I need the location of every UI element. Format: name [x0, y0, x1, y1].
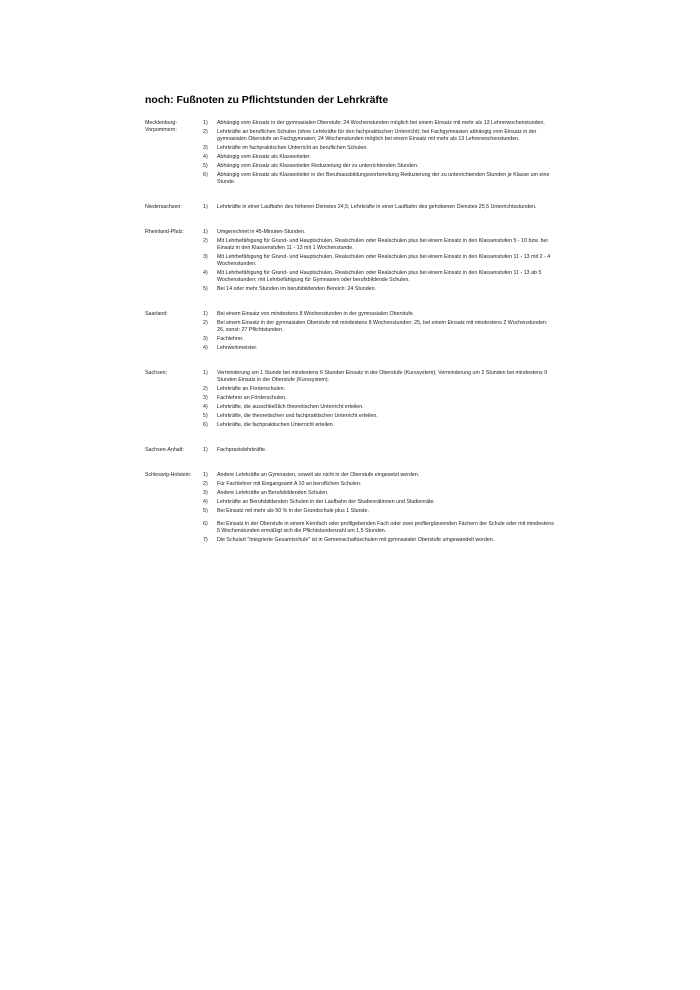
footnote-list [203, 447, 555, 456]
footnote-number: 5) [203, 508, 208, 514]
footnote [203, 413, 555, 420]
footnote [203, 345, 555, 352]
footnote-number: 6) [203, 521, 208, 527]
footnote-text: Lehrkräfte, die fachpraktischen Unterricht erteilen. [217, 422, 335, 428]
footnote-number: 1) [203, 120, 208, 126]
footnote-number: 1) [203, 204, 208, 210]
state-label: Rheinland-Pfalz: [145, 229, 184, 235]
footnote-text: Abhängig vom Einsatz als Klassenleiter Reduzierung der zu unterrichtenden Stunden. [217, 163, 419, 169]
footnotes-document [145, 120, 555, 562]
section-mecklenburg-vorpommern [145, 120, 555, 188]
footnote-number: 5) [203, 413, 208, 419]
footnote-text: Fachlehrer. [217, 336, 244, 342]
footnote-number: 3) [203, 336, 208, 342]
footnote-list [203, 472, 555, 546]
footnote-number: 4) [203, 404, 208, 410]
footnote-number: 7) [203, 537, 208, 543]
footnote-text: Verminderung um 1 Stunde bei mindestens 6 Stunden Einsatz in der Oberstufe (Kurssystem); Verminderung um 2 Stunden bei mindestens 9 Stunden Einsatz in der Oberstufe (Kurssystem). [217, 370, 548, 383]
footnote-number: 2) [203, 320, 208, 326]
footnote-text: Fachpraxislehrkräfte. [217, 447, 267, 453]
footnote [203, 386, 555, 393]
footnote [203, 320, 555, 334]
footnote-text: Lehrkräfte in einer Laufbahn des höheren Dienstes 24,5; Lehrkräfte in einer Laufbahn des gehobenen Dienstes 25,5 Unterrichtsstunden. [217, 204, 537, 210]
footnote-text: Für Fachlehrer mit Eingangsamt A 10 an beruflichen Schulen. [217, 481, 362, 487]
footnote-text: Mit Lehrbefähigung für Grund- und Hauptschulen, Realschulen oder Realschulen plus bei einem Einsatz in den Klassenstufen 5 - 10 bzw. bei Einsatz in den Klassenstufen 11 - 13 mit 1 Wochenstunde. [217, 238, 548, 251]
footnote-list [203, 120, 555, 188]
footnote-list [203, 370, 555, 431]
footnote [203, 499, 555, 506]
footnote [203, 370, 555, 384]
footnote-text: Andere Lehrkräfte an Berufsbildenden Schulen. [217, 490, 329, 496]
footnote-number: 3) [203, 254, 208, 260]
footnote-text: Mit Lehrbefähigung für Grund- und Hauptschulen, Realschulen oder Realschulen plus bei einem Einsatz in den Klassenstufen 11 - 13 ab 5 Wochenstunden; mit Lehrbefähigung für Gymnasien oder berufsbildende Schulen. [217, 270, 542, 283]
footnote-text: Abhängig vom Einsatz als Klassenleiter. [217, 154, 311, 160]
footnote-number: 3) [203, 145, 208, 151]
footnote [203, 172, 555, 186]
footnote-number: 5) [203, 286, 208, 292]
footnote-number: 2) [203, 238, 208, 244]
section-niedersachsen [145, 204, 555, 213]
footnote [203, 508, 555, 515]
footnote-number: 1) [203, 370, 208, 376]
footnote-number: 5) [203, 163, 208, 169]
footnote [203, 238, 555, 252]
footnote-text: Abhängig vom Einsatz in der gymnasialen Oberstufe; 24 Wochenstunden möglich bei einem Einsatz mit mehr als 13 Lehrerwochenstunden. [217, 120, 545, 126]
footnote [203, 422, 555, 429]
footnote-number: 4) [203, 499, 208, 505]
state-label: Schleswig-Holstein: [145, 472, 192, 478]
footnote-text: Bei einem Einsatz in der gymnasialen Oberstufe mit mindestens 8 Wochenstunden: 25, bei einem Einsatz mit mindestens 2 Wochenstunden: 26, sonst: 27 Pflichtstunden. [217, 320, 548, 333]
footnote-number: 3) [203, 395, 208, 401]
footnote-number: 6) [203, 422, 208, 428]
footnote [203, 229, 555, 236]
footnote-list [203, 311, 555, 354]
state-label: Sachsen: [145, 370, 168, 376]
footnote-list [203, 229, 555, 295]
footnote [203, 537, 555, 544]
footnote [203, 286, 555, 293]
footnote-text: Die Schulart "Integrierte Gesamtschule" ist in Gemeinschaftsschulen mit gymnasialer Oberstufe umgewandelt worden. [217, 537, 495, 543]
footnote-list [203, 204, 555, 213]
footnote-text: Lehrkräfte, die theoretischen und fachpraktischen Unterricht erteilen. [217, 413, 378, 419]
footnote [203, 163, 555, 170]
footnote [203, 404, 555, 411]
footnote [203, 395, 555, 402]
footnote [203, 472, 555, 479]
footnote-text: Lehrkräfte an beruflichen Schulen (ohne Lehrkräfte für den fachpraktischen Unterricht); bei Fachgymnasien abhängig vom Einsatz in der gymnasialen Oberstufe an Fachgymnaien; 24 Wochenstunden möglich bei einem Einsatz mit mehr als 13 Lehrerwochenstunden. [217, 129, 537, 142]
footnote-number: 4) [203, 154, 208, 160]
footnote-text: Bei Einsatz in der Oberstufe in einem Kernfach oder profilgebenden Fach oder zwei profilergänzenden Fächern der Schule oder mit mindestens 5 Wochenstunden ermäßigt sich die Pflichtstundenzahl um 1,5 Stunden. [217, 521, 554, 534]
footnote-number: 2) [203, 481, 208, 487]
footnote-text: Lehrkräfte an Berufsbildenden Schulen in der Laufbahn der Studienrätinnen und Studienräte. [217, 499, 435, 505]
footnote-text: Bei 14 oder mehr Stunden im berufsbildenden Bereich: 24 Stunden. [217, 286, 377, 292]
state-label: Mecklenburg-Vorpommern: [145, 120, 178, 133]
footnote [203, 481, 555, 488]
footnote-text: Lehrkräfte an Förderschulen. [217, 386, 286, 392]
footnote-text: Umgerechnet in 45-Minuten-Stunden. [217, 229, 306, 235]
footnote [203, 204, 555, 211]
footnote-number: 2) [203, 386, 208, 392]
footnote-number: 1) [203, 311, 208, 317]
page-title: noch: Fußnoten zu Pflichtstunden der Lehrkräfte [145, 94, 389, 106]
footnote-text: Bei einem Einsatz von mindestens 8 Wochenstunden in der gymnasialen Oberstufe. [217, 311, 415, 317]
section-schleswig-holstein [145, 472, 555, 546]
footnote-number: 4) [203, 345, 208, 351]
state-label: Saarland: [145, 311, 168, 317]
footnote-number: 3) [203, 490, 208, 496]
footnote [203, 145, 555, 152]
state-label: Niedersachsen: [145, 204, 182, 210]
footnote-number: 6) [203, 172, 208, 178]
footnote [203, 254, 555, 268]
footnote-text: Fachlehrer an Förderschulen. [217, 395, 287, 401]
state-label: Sachsen-Anhalt: [145, 447, 184, 453]
footnote [203, 154, 555, 161]
footnote-text: Lehrkräfte im fachpraktischen Unterricht an beruflichen Schulen. [217, 145, 368, 151]
footnote-text: Lehrwerkmeister. [217, 345, 258, 351]
footnote-text: Andere Lehrkräfte an Gymnasien, soweit sie nicht in der Oberstufe eingesetzt werden. [217, 472, 420, 478]
section-sachsen-anhalt [145, 447, 555, 456]
section-saarland [145, 311, 555, 354]
footnote-number: 2) [203, 129, 208, 135]
footnote-number: 1) [203, 472, 208, 478]
footnote [203, 120, 555, 127]
section-rheinland-pfalz [145, 229, 555, 295]
footnote [203, 129, 555, 143]
footnote [203, 490, 555, 497]
footnote [203, 336, 555, 343]
footnote-number: 1) [203, 447, 208, 453]
footnote-text: Mit Lehrbefähigung für Grund- und Hauptschulen, Realschulen oder Realschulen plus bei einem Einsatz in den Klassenstufen 11 - 13 mit 2 - 4 Wochenstunden. [217, 254, 551, 267]
section-sachsen [145, 370, 555, 431]
footnote-number: 4) [203, 270, 208, 276]
footnote-text: Lehrkräfte, die ausschließlich theoretischen Unterricht erteilen. [217, 404, 364, 410]
footnote [203, 311, 555, 318]
footnote-text: Abhängig vom Einsatz als Klassenleiter in der Berufsausbildungsvorbereitung Reduzierung der zu unterrichtenden Stunden je Klasse um eine Stunde. [217, 172, 550, 185]
footnote [203, 270, 555, 284]
footnote [203, 447, 555, 454]
footnote-text: Bei Einsatz mit mehr als 50 % in der Grundschule plus 1 Stunde. [217, 508, 369, 514]
footnote-number: 1) [203, 229, 208, 235]
footnote [203, 521, 555, 535]
